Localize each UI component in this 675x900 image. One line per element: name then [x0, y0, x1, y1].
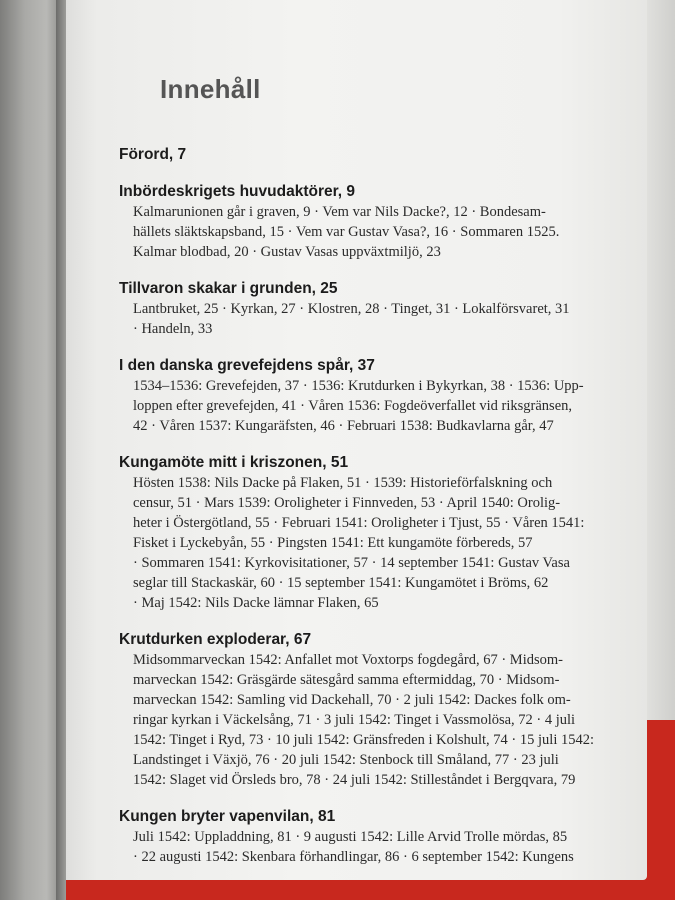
chapter-entries	[119, 202, 579, 262]
entry-line: Hösten 1538: Nils Dacke på Flaken, 51 · 1539: Historieförfalskning och	[133, 475, 553, 491]
entry-line: 1534–1536: Grevefejden, 37 · 1536: Krutdurken i Bykyrkan, 38 · 1536: Upp-	[133, 378, 584, 394]
chapter-title: I den danska grevefejdens spår, 37	[119, 357, 375, 374]
toc-chapter	[119, 630, 594, 790]
toc-chapter	[119, 145, 579, 165]
entry-line: Lantbruket, 25 · Kyrkan, 27 · Klostren, 28 · Tinget, 31 · Lokalförsvaret, 31	[133, 301, 570, 317]
toc-chapter	[119, 279, 579, 339]
entry-line: Fisket i Lyckebyån, 55 · Pingsten 1541: Ett kungamöte förbereds, 57	[133, 535, 533, 551]
toc-chapter	[119, 453, 585, 613]
chapter-title: Krutdurken exploderar, 67	[119, 631, 312, 648]
entry-line: 42 · Våren 1537: Kungaräfsten, 46 · Februari 1538: Budkavlarna går, 47	[133, 418, 554, 434]
entry-line: hällets släktskapsband, 15 · Vem var Gustav Vasa?, 16 · Sommaren 1525.	[133, 224, 560, 240]
entry-line: · Maj 1542: Nils Dacke lämnar Flaken, 65	[133, 595, 379, 611]
chapter-entries	[119, 473, 585, 613]
toc-chapter	[119, 807, 579, 867]
left-page-edge	[0, 0, 62, 900]
chapter-entries	[119, 299, 579, 339]
entry-line: · Handeln, 33	[133, 321, 213, 337]
entry-line: Kalmarunionen går i graven, 9 · Vem var Nils Dacke?, 12 · Bondesam-	[133, 204, 546, 220]
entry-line: 1542: Slaget vid Örsleds bro, 78 · 24 juli 1542: Stilleståndet i Bergqvara, 79	[133, 772, 576, 788]
entry-line: heter i Östergötland, 55 · Februari 1541: Oroligheter i Tjust, 55 · Våren 1541:	[133, 515, 585, 531]
chapter-entries	[119, 650, 594, 790]
chapter-title: Kungen bryter vapenvilan, 81	[119, 808, 336, 825]
entry-line: marveckan 1542: Gräsgärde sätesgård samma eftermiddag, 70 · Midsom-	[133, 672, 560, 688]
chapter-title: Tillvaron skakar i grunden, 25	[119, 280, 338, 297]
chapter-title: Kungamöte mitt i kriszonen, 51	[119, 454, 349, 471]
entry-line: Landstinget i Växjö, 76 · 20 juli 1542: Stenbock till Småland, 77 · 23 juli	[133, 752, 559, 768]
table-of-contents	[119, 145, 594, 884]
entry-line: · 22 augusti 1542: Skenbara förhandlingar, 86 · 6 september 1542: Kungens	[133, 849, 574, 865]
entry-line: ringar kyrkan i Väckelsång, 71 · 3 juli 1542: Tinget i Vassmolösa, 72 · 4 juli	[133, 712, 576, 728]
entry-line: Kalmar blodbad, 20 · Gustav Vasas uppväxtmiljö, 23	[133, 244, 441, 260]
chapter-title: Inbördeskrigets huvudaktörer, 9	[119, 183, 356, 200]
entry-line: Midsommarveckan 1542: Anfallet mot Voxtorps fogdegård, 67 · Midsom-	[133, 652, 563, 668]
toc-chapter	[119, 356, 584, 436]
chapter-title: Förord, 7	[119, 146, 187, 163]
entry-line: loppen efter grevefejden, 41 · Våren 1536: Fogdeöverfallet vid riksgränsen,	[133, 398, 573, 414]
chapter-entries	[119, 376, 584, 436]
entry-line: seglar till Stackaskär, 60 · 15 september 1541: Kungamötet i Bröms, 62	[133, 575, 549, 591]
entry-line: censur, 51 · Mars 1539: Oroligheter i Finnveden, 53 · April 1540: Orolig-	[133, 495, 561, 511]
entry-line: marveckan 1542: Samling vid Dackehall, 70 · 2 juli 1542: Dackes folk om-	[133, 692, 571, 708]
book-gutter	[56, 0, 66, 900]
entry-line: 1542: Tinget i Ryd, 73 · 10 juli 1542: Gränsfreden i Kolshult, 74 · 15 juli 1542:	[133, 732, 594, 748]
entry-line: Juli 1542: Uppladdning, 81 · 9 augusti 1542: Lille Arvid Trolle mördas, 85	[133, 829, 568, 845]
page-title: Innehåll	[160, 74, 261, 104]
entry-line: · Sommaren 1541: Kyrkovisitationer, 57 · 14 september 1541: Gustav Vasa	[133, 555, 570, 571]
chapter-entries	[119, 827, 579, 867]
toc-chapter	[119, 182, 579, 262]
